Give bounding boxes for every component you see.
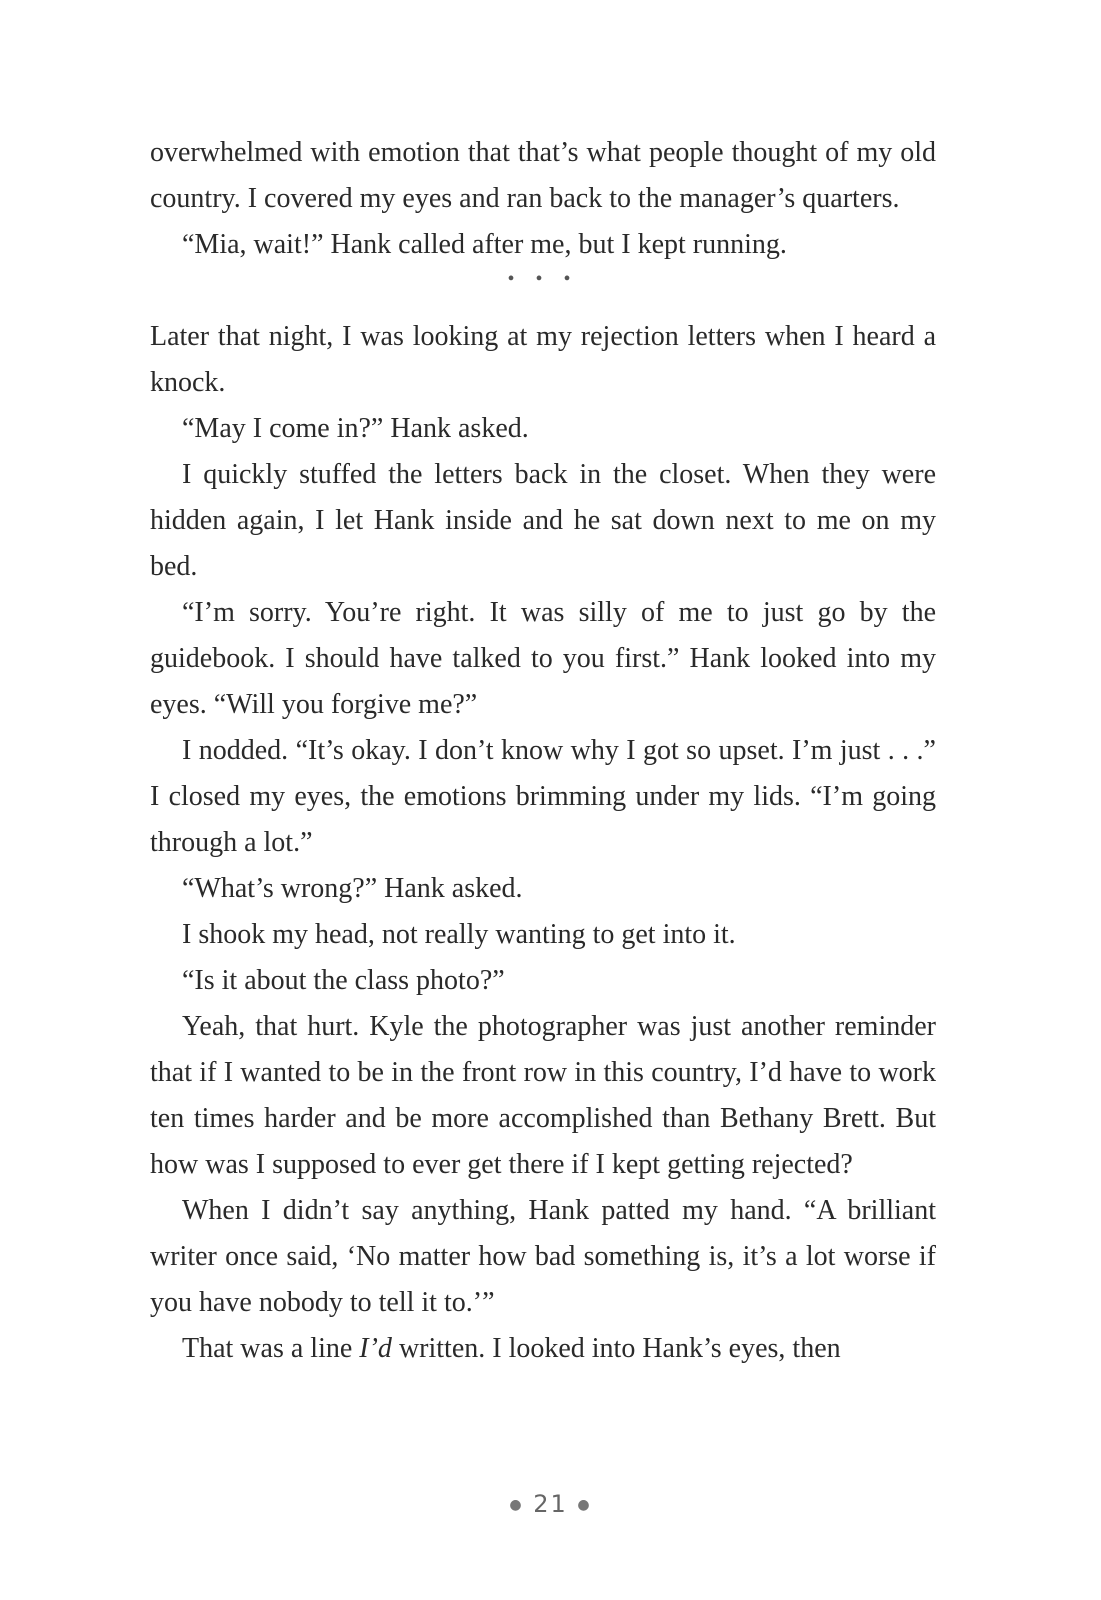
paragraph: “May I come in?” Hank asked.	[182, 413, 529, 444]
body-text	[150, 130, 936, 1372]
paragraph: Yeah, that hurt. Kyle the photographer was just another reminder that if I wanted to be in the front row in this country, I’d have to work ten times harder and be more accomplished than Bethany Brett. But how was I supposed to ever get there if I kept getting rejected?	[150, 1011, 936, 1180]
paragraph: I shook my head, not really wanting to get into it.	[182, 919, 736, 950]
page-number	[0, 1490, 1101, 1518]
paragraph: When I didn’t say anything, Hank patted my hand. “A brilliant writer once said, ‘No matter how bad something is, it’s a lot worse if you have nobody to tell it to.’”	[150, 1195, 936, 1318]
page-number-label: 21	[533, 1490, 568, 1518]
paragraph: “Is it about the class photo?”	[182, 965, 505, 996]
paragraph-text: That was a line	[182, 1333, 360, 1364]
bullet-icon: ●	[509, 1497, 524, 1513]
paragraph: “What’s wrong?” Hank asked.	[182, 873, 523, 904]
paragraph: Later that night, I was looking at my rejection letters when I heard a knock.	[150, 321, 936, 398]
paragraph: overwhelmed with emotion that that’s what people thought of my old country. I covered my eyes and ran back to the manager’s quarters.	[150, 137, 936, 214]
paragraph: “I’m sorry. You’re right. It was silly of me to just go by the guidebook. I should have talked to you first.” Hank looked into my eyes. “Will you forgive me?”	[150, 597, 936, 720]
paragraph	[150, 1326, 936, 1372]
section-break: • • •	[507, 268, 579, 290]
paragraph: “Mia, wait!” Hank called after me, but I kept running.	[182, 229, 787, 260]
paragraph: I nodded. “It’s okay. I don’t know why I got so upset. I’m just . . .” I closed my eyes, the emotions brimming under my lids. “I’m going through a lot.”	[150, 735, 936, 858]
paragraph: I quickly stuffed the letters back in the closet. When they were hidden again, I let Hank inside and he sat down next to me on my bed.	[150, 459, 936, 582]
emphasized-text: I’d	[359, 1333, 392, 1364]
paragraph-text: written. I looked into Hank’s eyes, then	[391, 1333, 841, 1364]
bullet-icon: ●	[577, 1497, 592, 1513]
